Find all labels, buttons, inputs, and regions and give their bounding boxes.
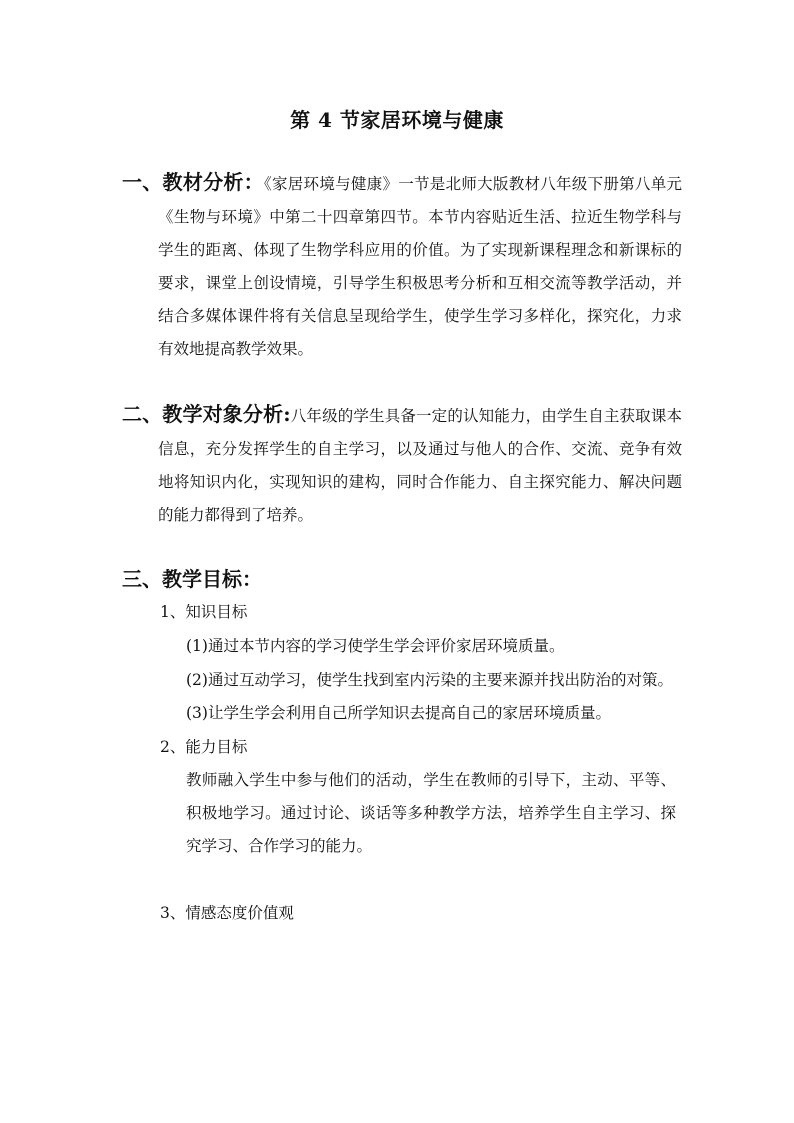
section-paragraph xyxy=(122,398,682,532)
goal-knowledge-item-3: (3)让学生学会利用自己所学知识去提高自己的家居环境质量。 xyxy=(186,704,611,722)
section-heading: 一、教材分析： xyxy=(122,170,264,194)
goal-ability-label: 2、能力目标 xyxy=(160,738,248,756)
goal-emotion-label: 3、情感态度价值观 xyxy=(160,904,294,922)
section-heading: 三、教学目标： xyxy=(122,567,262,591)
goal-knowledge-item-2: (2)通过互动学习，使学生找到室内污染的主要来源并找出防治的对策。 xyxy=(186,671,673,689)
section-body: 《家居环境与健康》一节是北师大版教材八年级下册第八单元《生物与环境》中第二十四章第四节。本节内容贴近生活、拉近生物学科与学生的距离、体现了生物学科应用的价值。为了实现新课程理念和新课标的要求，课堂上创设情境，引导学生积极思考分析和互相交流等教学活动，并结合多媒体课件将有关信息呈现给学生，使学生学习多样化，探究化，力求有效地提高教学效果。 xyxy=(158,175,682,358)
document-title: 第 4 节家居环境与健康 xyxy=(290,108,504,132)
section-student-analysis xyxy=(122,398,682,532)
section-paragraph xyxy=(122,166,682,366)
section-textbook-analysis xyxy=(122,166,682,366)
section-body: 八年级的学生具备一定的认知能力，由学生自主获取课本信息，充分发挥学生的自主学习，以及通过与他人的合作、交流、竞争有效地将知识内化，实现知识的建构，同时合作能力、自主探究能力、解决问题的能力都得到了培养。 xyxy=(158,407,682,524)
section-heading: 二、教学对象分析: xyxy=(122,402,291,426)
goal-knowledge-item-1: (1)通过本节内容的学习使学生学会评价家居环境质量。 xyxy=(186,637,565,655)
goal-ability-text: 教师融入学生中参与他们的活动，学生在教师的引导下，主动、平等、积极地学习。通过讨论、谈话等多种教学方法，培养学生自主学习、探究学习、合作学习的能力。 xyxy=(186,771,676,855)
goal-knowledge-label: 1、知识目标 xyxy=(160,603,248,621)
section-teaching-goals xyxy=(122,563,682,596)
